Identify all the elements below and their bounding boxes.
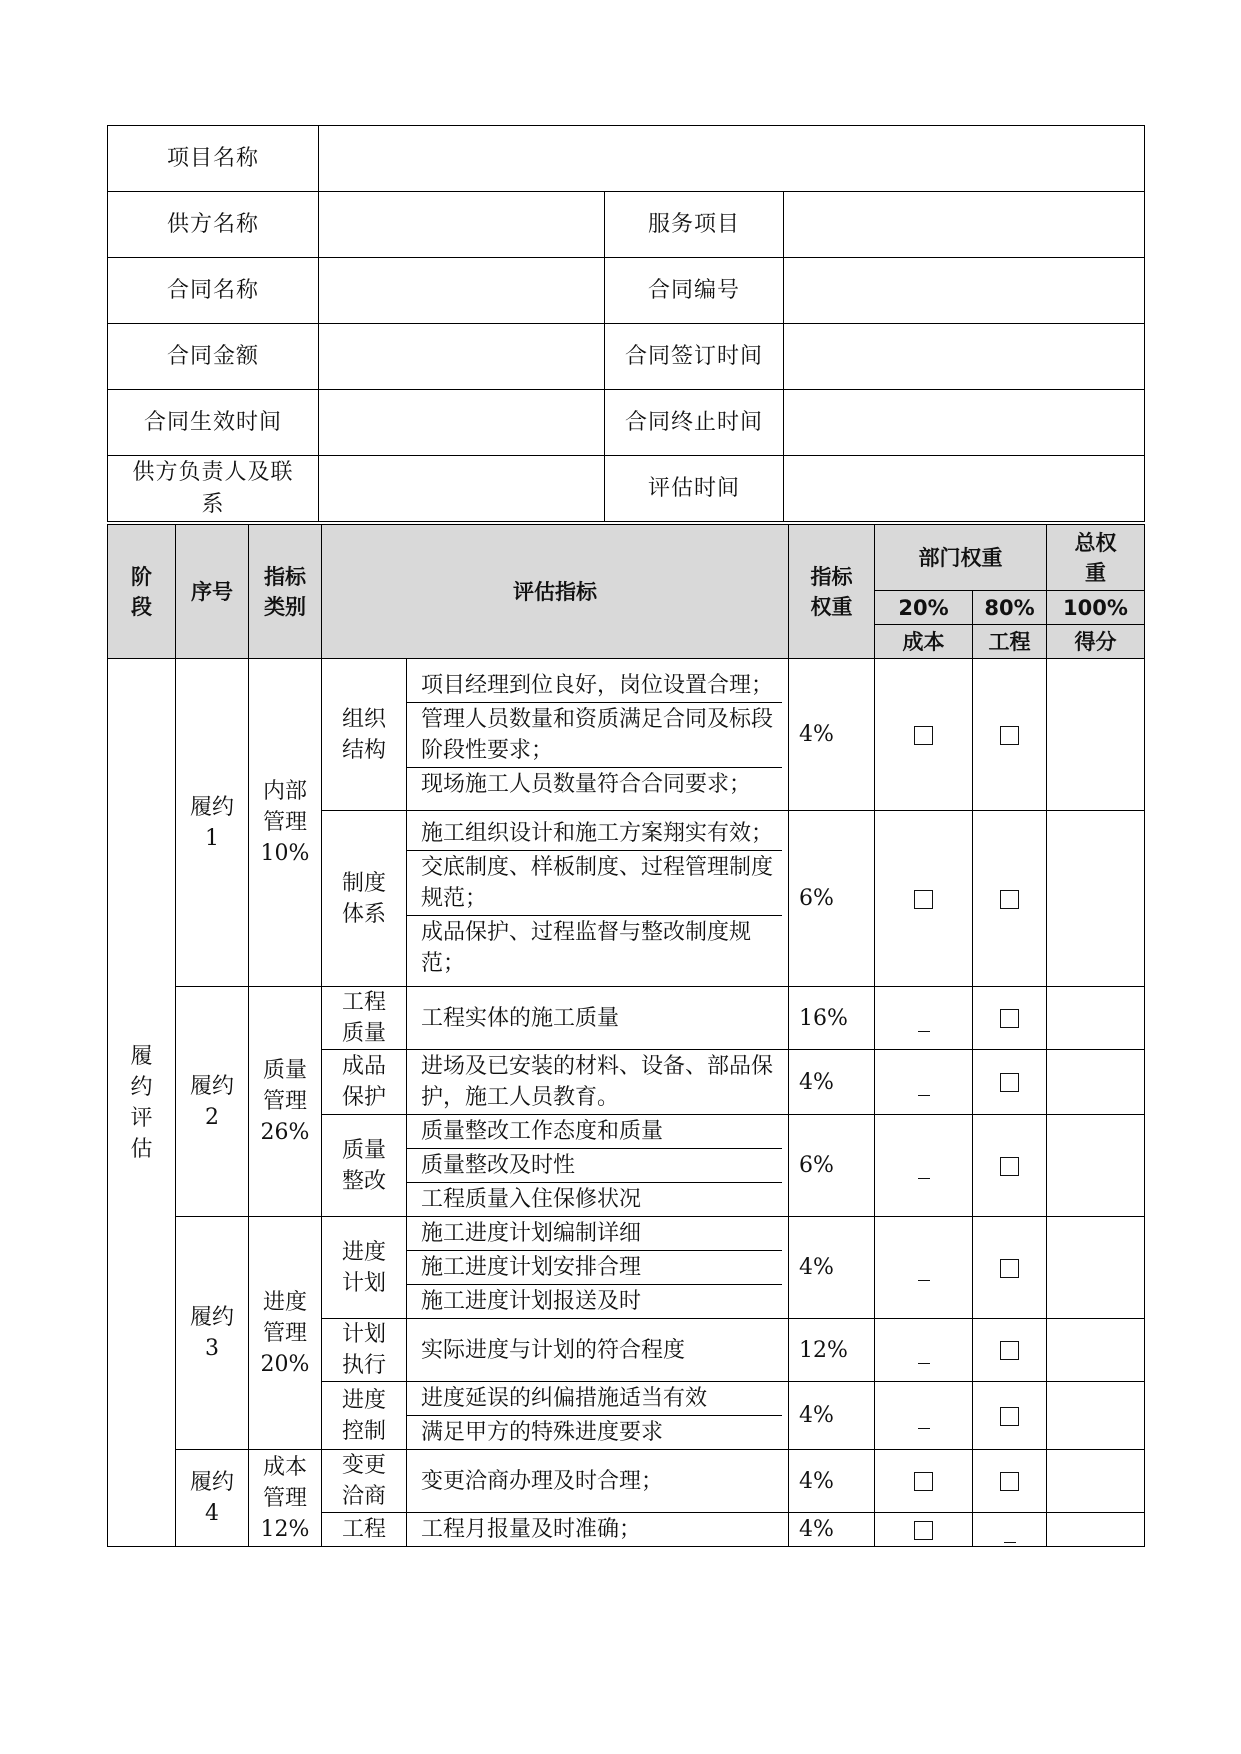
group-category: 进度管理20% [249, 1217, 322, 1450]
indicator-item: 工程实体的施工质量 [421, 1005, 620, 1031]
indicator-weight: 4% [789, 1050, 875, 1115]
indicator-item: 成品保护、过程监督与整改制度规范； [421, 920, 752, 976]
indicator-weight: 4% [789, 1382, 875, 1450]
contract-info-table [107, 125, 1145, 522]
indicator-items [407, 1115, 789, 1217]
stage-cell: 履约评估 [108, 659, 176, 1547]
contract-effective-value[interactable] [319, 390, 605, 456]
score-cell[interactable] [1047, 987, 1145, 1050]
cost-mark-cell [875, 1319, 973, 1382]
engineering-checkbox[interactable] [1000, 726, 1019, 745]
evaluation-row [108, 1450, 1145, 1513]
sub-category: 计划执行 [322, 1319, 407, 1382]
indicator-weight: 12% [789, 1319, 875, 1382]
group-seq: 履约2 [176, 987, 249, 1217]
cost-checkbox[interactable] [914, 890, 933, 909]
cost-dash [918, 1031, 930, 1032]
engineering-checkbox[interactable] [1000, 1472, 1019, 1491]
contract-no-label: 合同编号 [605, 258, 784, 324]
contract-amount-label: 合同金额 [108, 324, 319, 390]
indicator-items [407, 987, 789, 1050]
cost-checkbox[interactable] [914, 1521, 933, 1540]
indicator-item: 实际进度与计划的符合程度 [421, 1337, 686, 1363]
project-name-value[interactable] [319, 126, 1145, 192]
header-category: 指标类别 [249, 525, 322, 659]
contract-no-value[interactable] [784, 258, 1145, 324]
indicator-items [407, 1319, 789, 1382]
cost-mark-cell [875, 659, 973, 811]
engineering-checkbox[interactable] [1000, 1073, 1019, 1092]
indicator-weight: 4% [789, 659, 875, 811]
cost-mark-cell [875, 1513, 973, 1547]
cost-checkbox[interactable] [914, 726, 933, 745]
indicator-items [407, 811, 789, 987]
supplier-contact-value[interactable] [319, 456, 605, 522]
group-seq: 履约1 [176, 659, 249, 987]
contract-amount-value[interactable] [319, 324, 605, 390]
indicator-items [407, 1217, 789, 1319]
contract-effective-label: 合同生效时间 [108, 390, 319, 456]
header-seq: 序号 [176, 525, 249, 659]
indicator-weight: 6% [789, 811, 875, 987]
cost-mark-cell [875, 987, 973, 1050]
supplier-contact-label: 供方负责人及联系 [108, 456, 319, 522]
sub-category: 工程 [322, 1513, 407, 1547]
indicator-weight: 4% [789, 1217, 875, 1319]
indicator-item: 工程质量入住保修状况 [421, 1187, 642, 1212]
indicator-items [407, 1450, 789, 1513]
contract-sign-time-value[interactable] [784, 324, 1145, 390]
header-pct-cost: 20% [875, 591, 973, 625]
group-category: 质量管理26% [249, 987, 322, 1217]
indicator-item: 现场施工人员数量符合合同要求； [421, 771, 752, 797]
header-weight: 指标权重 [789, 525, 875, 659]
engineering-mark-cell [973, 1115, 1047, 1217]
header-engineering: 工程 [973, 625, 1047, 659]
indicator-items [407, 659, 789, 811]
score-cell[interactable] [1047, 1050, 1145, 1115]
cost-dash [918, 1178, 930, 1179]
cost-mark-cell [875, 1050, 973, 1115]
cost-mark-cell [875, 1382, 973, 1450]
indicator-item: 施工进度计划安排合理 [407, 1251, 782, 1285]
eval-time-label: 评估时间 [605, 456, 784, 522]
engineering-mark-cell [973, 1450, 1047, 1513]
indicator-item: 满足甲方的特殊进度要求 [421, 1420, 664, 1445]
evaluation-row [108, 987, 1145, 1050]
engineering-checkbox[interactable] [1000, 1009, 1019, 1028]
sub-category: 工程质量 [322, 987, 407, 1050]
indicator-item: 交底制度、样板制度、过程管理制度规范； [407, 851, 782, 916]
indicator-item: 质量整改工作态度和质量 [407, 1115, 782, 1149]
contract-end-label: 合同终止时间 [605, 390, 784, 456]
engineering-mark-cell [973, 811, 1047, 987]
header-score: 得分 [1047, 625, 1145, 659]
engineering-mark-cell [973, 1050, 1047, 1115]
cost-mark-cell [875, 1217, 973, 1319]
engineering-checkbox[interactable] [1000, 1157, 1019, 1176]
sub-category: 进度控制 [322, 1382, 407, 1450]
indicator-weight: 4% [789, 1513, 875, 1547]
sub-category: 质量整改 [322, 1115, 407, 1217]
contract-name-label: 合同名称 [108, 258, 319, 324]
indicator-weight: 6% [789, 1115, 875, 1217]
score-cell[interactable] [1047, 1115, 1145, 1217]
evaluation-body [108, 659, 1145, 1547]
indicator-weight: 16% [789, 987, 875, 1050]
header-cost: 成本 [875, 625, 973, 659]
header-indicator: 评估指标 [322, 525, 789, 659]
score-cell[interactable] [1047, 1319, 1145, 1382]
indicator-item: 施工进度计划报送及时 [421, 1289, 642, 1314]
evaluation-row [108, 1217, 1145, 1319]
cost-mark-cell [875, 1115, 973, 1217]
service-item-value[interactable] [784, 192, 1145, 258]
engineering-mark-cell [973, 1513, 1047, 1547]
indicator-items [407, 1513, 789, 1547]
indicator-item: 变更洽商办理及时合理； [421, 1468, 664, 1494]
score-cell[interactable] [1047, 1382, 1145, 1450]
cost-mark-cell [875, 811, 973, 987]
indicator-items [407, 1050, 789, 1115]
sub-category: 变更洽商 [322, 1450, 407, 1513]
indicator-item: 施工组织设计和施工方案翔实有效； [407, 817, 782, 851]
score-cell[interactable] [1047, 1513, 1145, 1547]
supplier-name-value[interactable] [319, 192, 605, 258]
cost-checkbox[interactable] [914, 1472, 933, 1491]
engineering-checkbox[interactable] [1000, 890, 1019, 909]
engineering-mark-cell [973, 987, 1047, 1050]
score-cell[interactable] [1047, 1217, 1145, 1319]
indicator-item: 工程月报量及时准确； [421, 1517, 642, 1542]
engineering-mark-cell [973, 1217, 1047, 1319]
engineering-mark-cell [973, 1319, 1047, 1382]
indicator-item: 质量整改及时性 [407, 1149, 782, 1183]
evaluation-table [107, 524, 1145, 1547]
indicator-item: 进度延误的纠偏措施适当有效 [407, 1382, 782, 1416]
cost-dash [918, 1095, 930, 1096]
indicator-item: 管理人员数量和资质满足合同及标段阶段性要求； [407, 703, 782, 768]
cost-dash [918, 1280, 930, 1281]
indicator-item: 进场及已安装的材料、设备、部品保护，施工人员教育。 [421, 1054, 774, 1110]
score-cell[interactable] [1047, 659, 1145, 811]
group-category: 成本管理12% [249, 1450, 322, 1547]
cost-dash [918, 1428, 930, 1429]
engineering-mark-cell [973, 1382, 1047, 1450]
eval-time-value[interactable] [784, 456, 1145, 522]
group-seq: 履约3 [176, 1217, 249, 1450]
evaluation-row [108, 659, 1145, 811]
sub-category: 组织结构 [322, 659, 407, 811]
cost-mark-cell [875, 1450, 973, 1513]
engineering-checkbox[interactable] [1000, 1341, 1019, 1360]
sub-category: 进度计划 [322, 1217, 407, 1319]
sub-category: 制度体系 [322, 811, 407, 987]
indicator-item: 施工进度计划编制详细 [407, 1217, 782, 1251]
score-cell[interactable] [1047, 1450, 1145, 1513]
engineering-mark-cell [973, 659, 1047, 811]
sub-category: 成品保护 [322, 1050, 407, 1115]
contract-name-value[interactable] [319, 258, 605, 324]
header-total-weight: 总权重 [1047, 525, 1145, 591]
cost-dash [918, 1363, 930, 1364]
group-seq: 履约4 [176, 1450, 249, 1547]
header-pct-total: 100% [1047, 591, 1145, 625]
score-cell[interactable] [1047, 811, 1145, 987]
supplier-name-label: 供方名称 [108, 192, 319, 258]
engineering-checkbox[interactable] [1000, 1407, 1019, 1426]
header-stage: 阶段 [108, 525, 176, 659]
project-name-label: 项目名称 [108, 126, 319, 192]
indicator-item: 项目经理到位良好，岗位设置合理； [407, 669, 782, 703]
group-category: 内部管理10% [249, 659, 322, 987]
contract-end-value[interactable] [784, 390, 1145, 456]
service-item-label: 服务项目 [605, 192, 784, 258]
engineering-checkbox[interactable] [1000, 1259, 1019, 1278]
header-dept-weight: 部门权重 [875, 525, 1047, 591]
indicator-items [407, 1382, 789, 1450]
engineering-dash [1004, 1542, 1016, 1543]
contract-sign-time-label: 合同签订时间 [605, 324, 784, 390]
indicator-weight: 4% [789, 1450, 875, 1513]
header-pct-eng: 80% [973, 591, 1047, 625]
